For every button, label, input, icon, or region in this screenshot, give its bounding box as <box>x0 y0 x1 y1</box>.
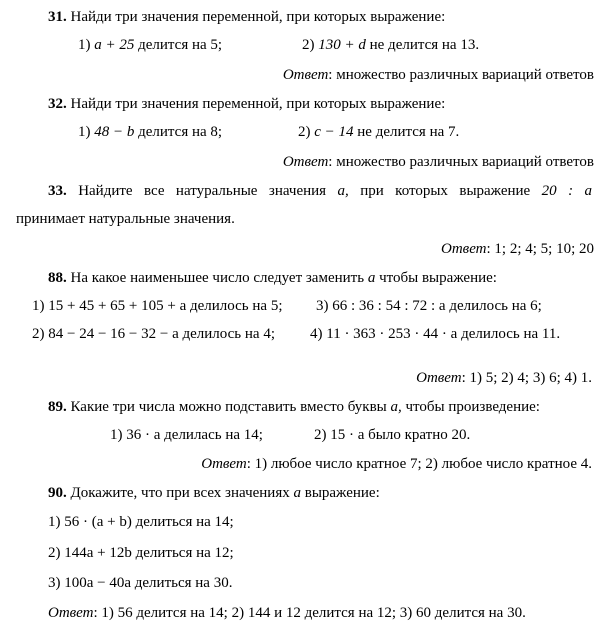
answer-text: : множество различных вариаций ответов <box>328 154 594 170</box>
problem-31-item-2: 2) 130 + d не делится на 13. <box>302 37 480 53</box>
answer-text: : 1) любое число кратное 7; 2) любое число кратное 4. <box>246 456 592 472</box>
problem-33-line-2: принимает натуральные значения. <box>16 211 235 227</box>
problem-32-item-1: 1) 48 − b делится на 8; <box>78 124 223 140</box>
problem-32-answer <box>283 155 594 170</box>
problem-number: 31. <box>48 9 67 25</box>
problem-number: 33. <box>48 183 67 199</box>
answer-label: Ответ <box>48 605 94 621</box>
problem-88-item-4: 4) 11 · 363 · 253 · 44 · a делилось на 11. <box>310 326 561 342</box>
problem-90-item-1: 1) 56 · (a + b) делиться на 14; <box>48 514 234 530</box>
answer-label: Ответ <box>416 370 462 386</box>
problem-number: 32. <box>48 96 67 112</box>
problem-text: при которых выражение <box>360 183 531 199</box>
problem-31-answer <box>283 68 594 83</box>
problem-89-heading <box>48 400 540 415</box>
problem-32-heading <box>48 97 445 112</box>
problem-number: 88. <box>48 270 67 286</box>
problem-90-heading <box>48 486 380 501</box>
problem-31-heading <box>48 10 445 25</box>
problem-text: На какое наименьшее число следует заменить <box>70 270 365 286</box>
answer-label: Ответ <box>441 241 487 257</box>
answer-text: : множество различных вариаций ответов <box>328 67 594 83</box>
problem-text: Найдите все натуральные значения <box>78 183 327 199</box>
problem-text: Найди три значения переменной, при которых выражение: <box>70 9 446 25</box>
answer-label: Ответ <box>201 456 247 472</box>
problem-number: 90. <box>48 485 67 501</box>
answer-text: : 1) 56 делится на 14; 2) 144 и 12 делится на 12; 3) 60 делится на 30. <box>93 605 526 621</box>
problem-89-item-1: 1) 36 · a делилась на 14; <box>110 427 263 443</box>
answer-text: : 1; 2; 4; 5; 10; 20 <box>486 241 594 257</box>
math-expression: a + 25 <box>94 37 135 53</box>
answer-label: Ответ <box>282 154 329 170</box>
math-expression: 48 − b <box>94 124 135 140</box>
problem-text: выражение: <box>304 485 380 501</box>
problem-31-item-1: 1) a + 25 делится на 5; <box>78 37 223 53</box>
problem-88-item-1: 1) 15 + 45 + 65 + 105 + a делилось на 5; <box>32 298 283 314</box>
problem-88-heading <box>48 271 497 286</box>
problem-text: чтобы выражение: <box>379 270 497 286</box>
problem-number: 89. <box>48 399 67 415</box>
problem-text: чтобы произведение: <box>405 399 540 415</box>
problem-33-answer <box>441 242 594 257</box>
problem-89-answer <box>201 457 592 472</box>
variable: a <box>293 485 301 501</box>
variable: a, <box>390 399 402 415</box>
math-expression: 130 + d <box>318 37 366 53</box>
problem-32-item-2: 2) c − 14 не делится на 7. <box>298 124 460 140</box>
problem-88-answer <box>416 371 592 386</box>
math-expression: 20 : a <box>541 183 593 199</box>
problem-33-heading <box>48 184 592 199</box>
problem-90-item-3: 3) 100a − 40a делиться на 30. <box>48 575 233 591</box>
problem-text: Найди три значения переменной, при которых выражение: <box>70 96 446 112</box>
answer-text: : 1) 5; 2) 4; 3) 6; 4) 1. <box>461 370 592 386</box>
problem-90-item-2: 2) 144a + 12b делиться на 12; <box>48 545 234 561</box>
problem-89-item-2: 2) 15 · a было кратно 20. <box>314 427 471 443</box>
problem-text: Какие три числа можно подставить вместо буквы <box>70 399 387 415</box>
problem-text: Докажите, что при всех значениях <box>70 485 290 501</box>
problem-90-answer <box>48 606 526 621</box>
variable: a <box>367 270 376 286</box>
problem-88-item-2: 2) 84 − 24 − 16 − 32 − a делилось на 4; <box>32 326 276 342</box>
problem-88-item-3: 3) 66 : 36 : 54 : 72 : a делилось на 6; <box>316 298 542 314</box>
answer-label: Ответ <box>282 67 329 83</box>
variable: a, <box>337 183 349 199</box>
math-expression: c − 14 <box>314 124 354 140</box>
